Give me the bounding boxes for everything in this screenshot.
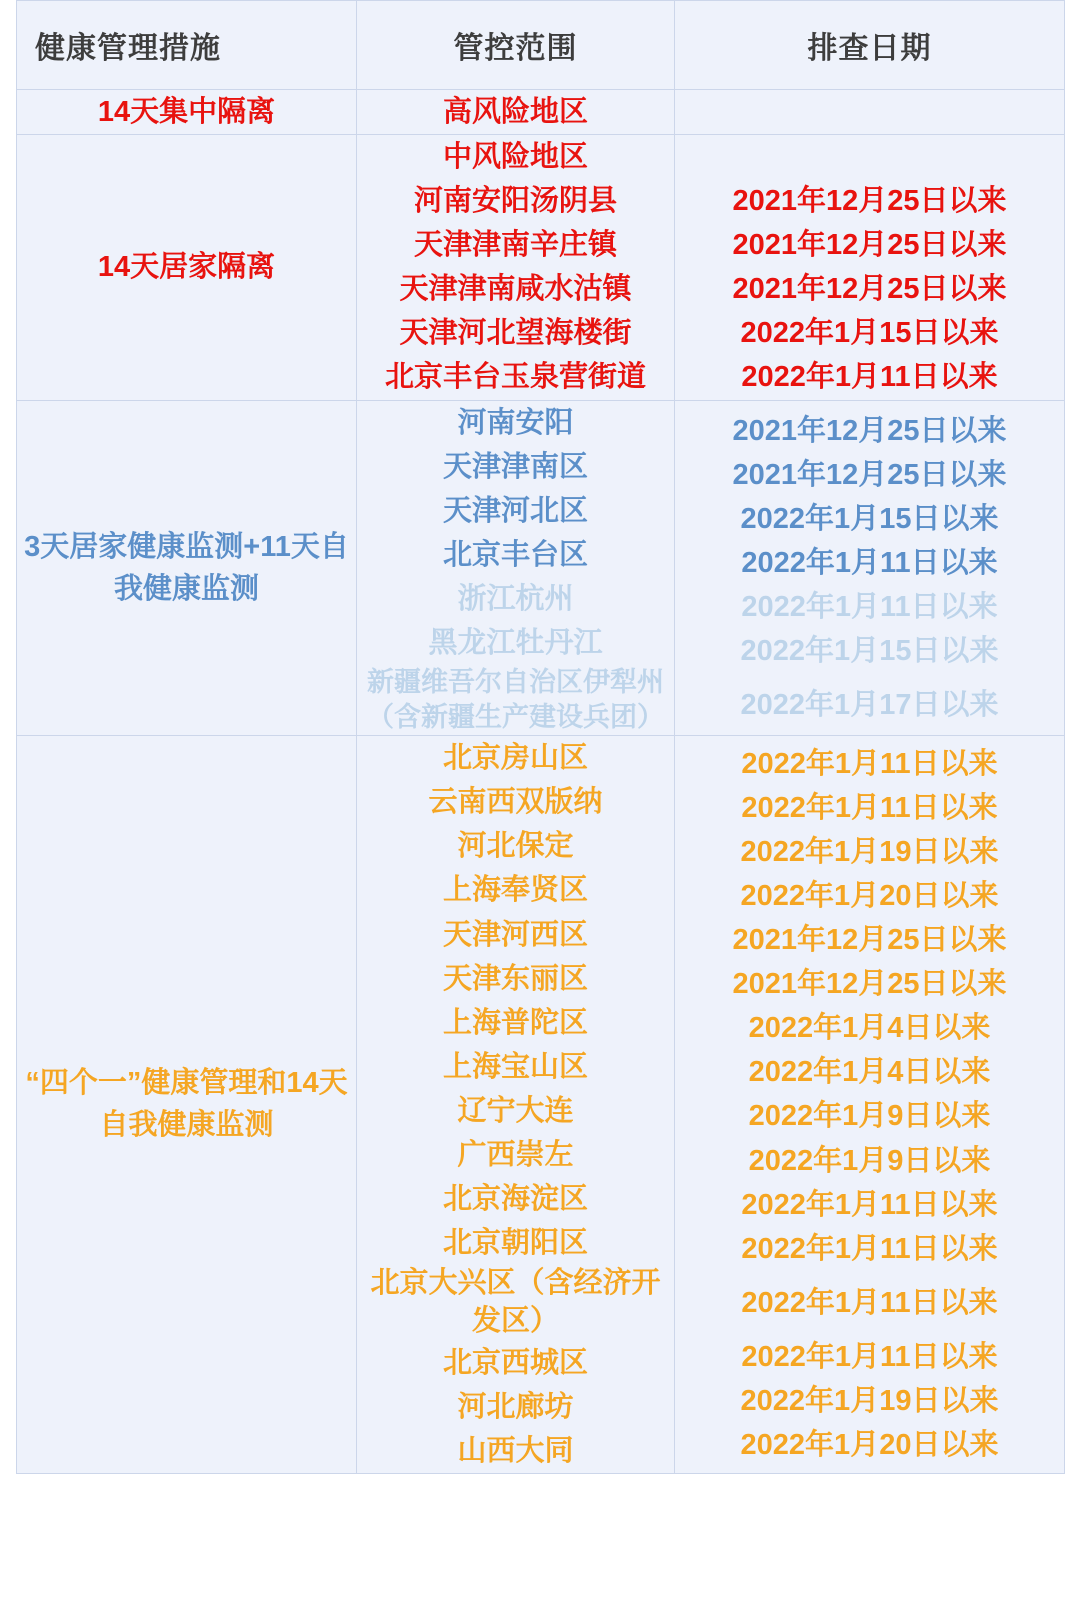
list-item: 中风险地区 [442, 141, 588, 174]
list-item: 2021年12月25日以来 [732, 229, 1007, 262]
measure-14day-home: 14天居家隔离 [17, 135, 357, 400]
measure-3day-home: 3天居家健康监测+11天自我健康监测 [17, 400, 357, 736]
table-row [17, 400, 1065, 736]
date-14day-centralized [675, 90, 1065, 135]
list-item: 山西大同 [457, 1434, 574, 1467]
date-14day-home [675, 135, 1065, 400]
list-item: 河北保定 [457, 830, 574, 863]
list-item: 2022年1月11日以来 [741, 546, 998, 579]
list-item: 2022年1月15日以来 [740, 502, 999, 535]
list-item: 2022年1月17日以来 [740, 689, 999, 722]
list-item: 辽宁大连 [457, 1094, 574, 1127]
list-item: 2022年1月20日以来 [740, 1429, 999, 1462]
table-header-row [17, 1, 1065, 90]
list-item: 2022年1月11日以来 [741, 747, 998, 780]
list-item: 2022年1月11日以来 [741, 1232, 998, 1265]
list-item: 上海普陀区 [442, 1006, 588, 1039]
list-item: 天津东丽区 [442, 962, 588, 995]
list-item: 浙江杭州 [457, 582, 574, 615]
list-item: 2022年1月11日以来 [741, 1340, 998, 1373]
date-3day-home [675, 400, 1065, 736]
list-item: 2021年12月25日以来 [732, 273, 1007, 306]
list-item: 上海奉贤区 [442, 874, 588, 907]
list-item: 天津河北区 [442, 494, 588, 527]
scope-14day-centralized [357, 90, 675, 135]
column-header-scope: 管控范围 [357, 1, 675, 90]
list-item: 2021年12月25日以来 [732, 968, 1007, 1001]
list-item: 河北廊坊 [457, 1390, 574, 1423]
list-item: 2022年1月19日以来 [740, 1384, 999, 1417]
list-item: 新疆维吾尔自治区伊犁州（含新疆生产建设兵团） [367, 667, 664, 733]
list-item: 2022年1月9日以来 [748, 1144, 991, 1177]
list-item: 2022年1月11日以来 [741, 590, 998, 623]
list-item: 北京朝阳区 [442, 1227, 588, 1260]
scope-14day-home [357, 135, 675, 400]
table-row [17, 736, 1065, 1474]
list-item: 2022年1月11日以来 [741, 791, 998, 824]
list-item: 2021年12月25日以来 [732, 458, 1007, 491]
table-row [17, 135, 1065, 400]
list-item: 北京海淀区 [442, 1182, 588, 1215]
list-item: 2022年1月4日以来 [748, 1056, 991, 1089]
health-management-table [16, 0, 1065, 1474]
table-row [17, 90, 1065, 135]
scope-four-ones [357, 736, 675, 1474]
scope-3day-home [357, 400, 675, 736]
list-item: 北京西城区 [442, 1346, 588, 1379]
column-header-date: 排查日期 [675, 1, 1065, 90]
date-four-ones [675, 736, 1065, 1474]
list-item: 河南安阳 [457, 406, 574, 439]
list-item: 广西崇左 [457, 1138, 574, 1171]
list-item: 2022年1月11日以来 [741, 1286, 998, 1319]
list-item: 2021年12月25日以来 [732, 414, 1007, 447]
list-item: 天津津南区 [442, 450, 588, 483]
list-item [675, 90, 1064, 134]
list-item: 2022年1月9日以来 [748, 1100, 991, 1133]
measure-four-ones: “四个一”健康管理和14天自我健康监测 [17, 736, 357, 1474]
list-item: 河南安阳汤阴县 [413, 185, 617, 218]
list-item: 2022年1月20日以来 [740, 880, 999, 913]
list-item: 2022年1月4日以来 [748, 1012, 991, 1045]
list-item: 2022年1月11日以来 [741, 361, 998, 394]
list-item: 2022年1月19日以来 [740, 836, 999, 868]
list-item: 2021年12月25日以来 [732, 924, 1007, 957]
list-item: 2022年1月11日以来 [741, 1188, 998, 1221]
list-item: 黑龙江牡丹江 [428, 626, 603, 659]
list-item: 云南西双版纳 [428, 786, 603, 819]
column-header-measure: 健康管理措施 [17, 1, 357, 90]
list-item: 2021年12月25日以来 [732, 185, 1007, 218]
list-item: 天津津南咸水沽镇 [399, 273, 632, 306]
table-header [17, 1, 1065, 90]
list-item: 天津津南辛庄镇 [413, 229, 617, 262]
table-body [17, 90, 1065, 1474]
list-item: 北京房山区 [442, 742, 588, 775]
list-item: 高风险地区 [442, 96, 588, 128]
list-item: 上海宝山区 [442, 1050, 588, 1083]
list-item: 北京丰台区 [442, 538, 588, 571]
list-item: 2022年1月15日以来 [740, 634, 999, 667]
list-item: 北京大兴区（含经济开发区） [370, 1267, 661, 1337]
list-item: 天津河西区 [442, 918, 588, 951]
measure-14day-centralized: 14天集中隔离 [17, 90, 357, 135]
list-item: 2022年1月15日以来 [740, 317, 999, 350]
list-item: 北京丰台玉泉营街道 [384, 361, 646, 394]
list-item: 天津河北望海楼街 [399, 317, 632, 350]
